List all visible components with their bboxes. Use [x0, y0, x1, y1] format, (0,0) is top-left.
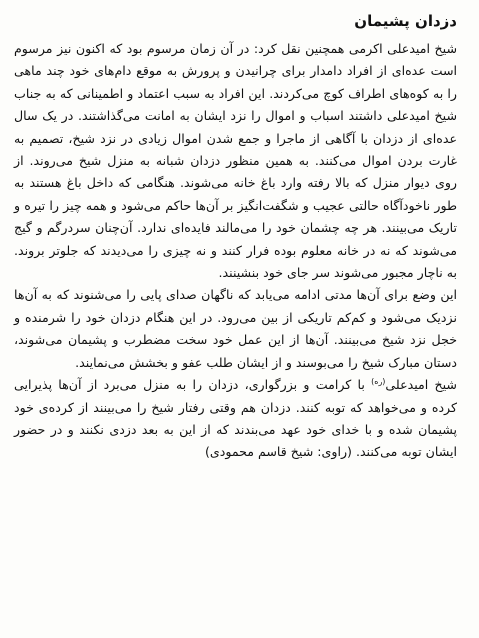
story-body	[14, 38, 457, 464]
paragraph-3	[14, 374, 457, 464]
honorific-superscript: (ره)	[371, 376, 386, 386]
paragraph-3-lead: شیخ امیدعلی	[385, 377, 457, 393]
page-title: دزدان پشیمان	[354, 12, 457, 30]
paragraph-2: این وضع برای آن‌ها مدتی ادامه می‌یابد که ناگهان صدای پایی را می‌شنوند که به آن‌ها نزدیک می‌شود و کم‌کم تاریکی از بین می‌رود. در این هنگام دزدان خود را شرمنده و خجل نزد شیخ می‌بینند. آن‌ها از این عمل خود سخت مضطرب و پشیمان می‌شوند، دستان مبارک شیخ را می‌بوسند و از ایشان طلب عفو و بخشش می‌نمایند.	[14, 287, 457, 370]
paragraph-1: شیخ امیدعلی اکرمی همچنین نقل کرد: در آن زمان مرسوم بود که اکنون نیز مرسوم است عده‌ای از افراد دامدار برای چرانیدن و پرورش به موقع دام‌های خود چند ماهی را به کوه‌های اطراف کوچ می‌کردند. این افراد به سبب اعتماد و اطمینانی که به جناب شیخ امیدعلی داشتند اسباب و اموال را نزد ایشان به امانت می‌گذاشتند. در یک سال عده‌ای از دزدان با آگاهی از ماجرا و جمع شدن اموال زیادی در نزد شیخ، تصمیم به غارت بردن اموال می‌کنند. به همین منظور دزدان شبانه به منزل شیخ می‌روند. از روی دیوار منزل که بالا رفته وارد باغ خانه می‌شوند. هنگامی که داخل باغ هستند به طور ناخودآگاه حالتی عجیب و شگفت‌انگیز بر آن‌ها حاکم می‌شود و همه چیز را تیره و تاریک می‌بینند. هر چه چشمان خود را می‌مالند فایده‌ای ندارد. آن‌چنان سردرگم و گیج می‌شوند که نه در خانه معلوم بوده فرار کنند و نه چیزی را می‌دیدند که جلوتر بروند. به ناچار مجبور می‌شوند سر جای خود بنشینند.	[14, 41, 457, 281]
paragraph-3-rest: با کرامت و بزرگواری، دزدان را به منزل می‌برد از آن‌ها پذیرایی کرده و می‌خواهد که توبه کنند. دزدان هم وقتی رفتار شیخ را می‌بینند از کرده‌ی خود پشیمان شده و با خدای خود عهد می‌بندند که از این به بعد دزدی نکنند و در حضور ایشان توبه می‌کنند. (راوی: شیخ قاسم محمودی)	[14, 377, 457, 460]
